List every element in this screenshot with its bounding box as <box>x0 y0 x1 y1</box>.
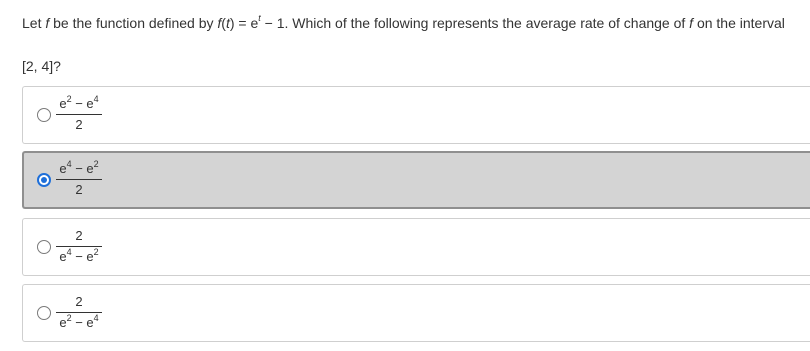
function-symbol: f <box>45 15 50 31</box>
answer-choice-d[interactable] <box>22 284 810 342</box>
question-text-part: ( <box>221 15 226 31</box>
fraction-denominator: 2 <box>75 117 83 132</box>
function-symbol: f <box>689 15 694 31</box>
exponent: 4 <box>93 93 99 104</box>
base: e <box>59 249 67 264</box>
answer-choice-b[interactable] <box>22 151 810 209</box>
function-symbol: f <box>217 15 222 31</box>
question-text-part: on the interval <box>693 15 785 31</box>
exponent: t <box>258 13 261 24</box>
radio-selected-dot <box>41 177 47 183</box>
question-line-1 <box>22 13 785 31</box>
fraction-numerator <box>56 160 102 178</box>
fraction <box>56 227 102 266</box>
exponent: 2 <box>93 246 99 257</box>
operator-term: − e <box>71 249 94 264</box>
question-line-2: [2, 4]? <box>22 58 61 74</box>
radio-button-a[interactable] <box>37 108 51 122</box>
radio-button-b[interactable] <box>37 173 51 187</box>
fraction-numerator <box>56 95 102 113</box>
answer-choice-a[interactable] <box>22 86 810 144</box>
fraction-bar <box>56 114 102 115</box>
fraction-numerator: 2 <box>75 294 83 309</box>
variable-symbol: t <box>225 15 230 31</box>
fraction-denominator <box>56 248 102 266</box>
base: e <box>59 96 67 111</box>
fraction <box>56 293 102 332</box>
answer-choice-c[interactable] <box>22 218 810 276</box>
operator-term: − e <box>71 96 94 111</box>
exponent: 2 <box>66 93 72 104</box>
question-text-part: Let <box>22 15 46 31</box>
question-text-part: ) = e <box>229 15 259 31</box>
exponent: 2 <box>66 312 72 323</box>
question-text-part: − 1. Which of the following represents the average rate of change of <box>260 15 690 31</box>
radio-button-c[interactable] <box>37 240 51 254</box>
fraction-denominator: 2 <box>75 182 83 197</box>
question-text-part: be the function defined by <box>49 15 218 31</box>
fraction <box>56 160 102 199</box>
operator-term: − e <box>71 161 94 176</box>
radio-button-d[interactable] <box>37 306 51 320</box>
fraction-numerator: 2 <box>75 228 83 243</box>
fraction <box>56 95 102 134</box>
exponent: 4 <box>66 246 72 257</box>
fraction-bar <box>56 179 102 180</box>
base: e <box>59 315 67 330</box>
exponent: 4 <box>93 312 99 323</box>
exponent: 2 <box>93 158 99 169</box>
exponent: 4 <box>66 158 72 169</box>
operator-term: − e <box>71 315 94 330</box>
base: e <box>59 161 67 176</box>
fraction-denominator <box>56 314 102 332</box>
